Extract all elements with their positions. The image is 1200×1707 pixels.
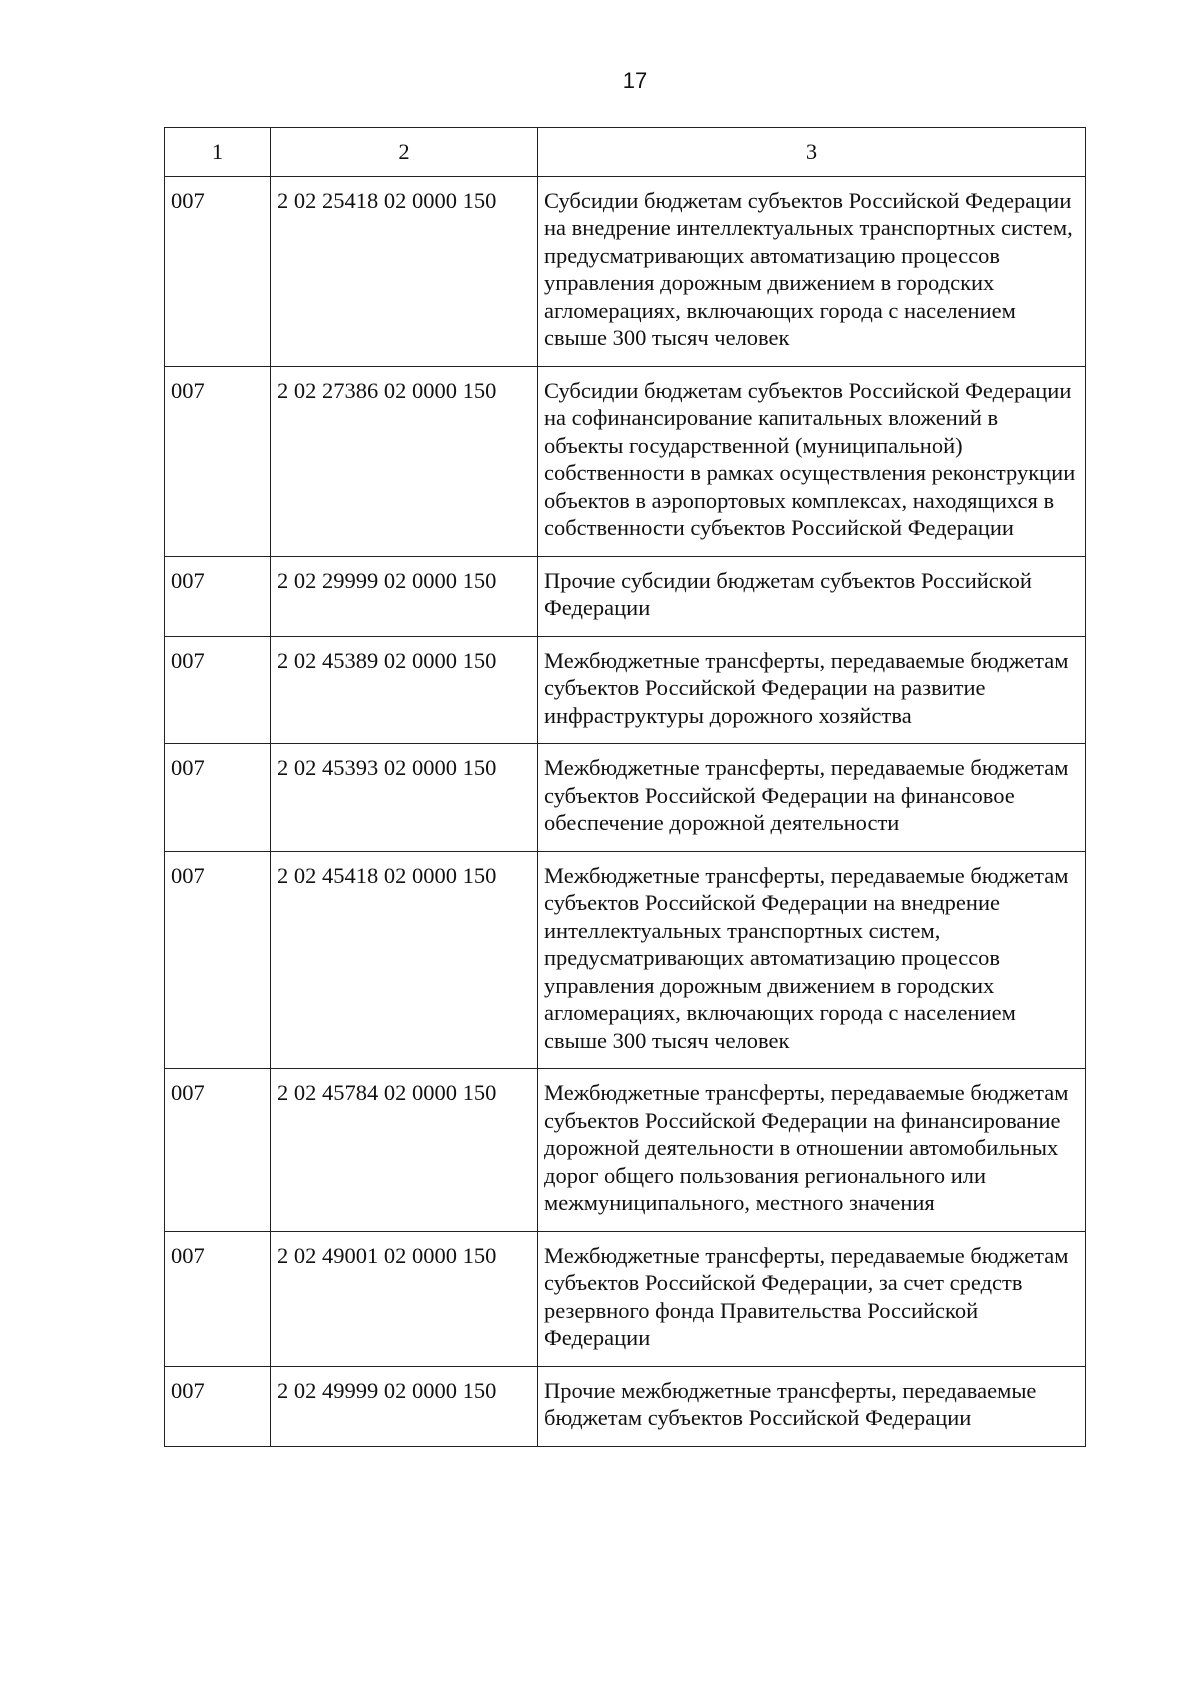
page-number: 17 xyxy=(622,68,648,93)
description-cell: Прочие субсидии бюджетам субъектов Российской Федерации xyxy=(538,556,1086,636)
budget-code-cell: 2 02 45393 02 0000 150 xyxy=(271,744,538,852)
budget-codes-table xyxy=(164,127,1086,1447)
table-row xyxy=(165,1366,1086,1446)
admin-code-cell: 007 xyxy=(165,1069,271,1232)
budget-code-cell: 2 02 45784 02 0000 150 xyxy=(271,1069,538,1232)
admin-code-cell: 007 xyxy=(165,636,271,744)
budget-code-cell: 2 02 45389 02 0000 150 xyxy=(271,636,538,744)
table-row xyxy=(165,851,1086,1069)
budget-code-cell: 2 02 49001 02 0000 150 xyxy=(271,1231,538,1366)
column-header-3: 3 xyxy=(538,128,1086,177)
description-cell: Межбюджетные трансферты, передаваемые бюджетам субъектов Российской Федерации на финансирование дорожной деятельности в отношении автомобильных дорог общего пользования регионального или межмуниципального, местного значения xyxy=(538,1069,1086,1232)
column-header-1: 1 xyxy=(165,128,271,177)
table-row xyxy=(165,1231,1086,1366)
budget-code-cell: 2 02 25418 02 0000 150 xyxy=(271,176,538,366)
table-header-row xyxy=(165,128,1086,177)
table-row xyxy=(165,744,1086,852)
admin-code-cell: 007 xyxy=(165,176,271,366)
description-cell: Межбюджетные трансферты, передаваемые бюджетам субъектов Российской Федерации на финансовое обеспечение дорожной деятельности xyxy=(538,744,1086,852)
admin-code-cell: 007 xyxy=(165,556,271,636)
table-row xyxy=(165,176,1086,366)
admin-code-cell: 007 xyxy=(165,1231,271,1366)
budget-code-cell: 2 02 49999 02 0000 150 xyxy=(271,1366,538,1446)
column-header-2: 2 xyxy=(271,128,538,177)
table-row xyxy=(165,636,1086,744)
table-row xyxy=(165,366,1086,556)
budget-code-cell: 2 02 27386 02 0000 150 xyxy=(271,366,538,556)
budget-code-cell: 2 02 29999 02 0000 150 xyxy=(271,556,538,636)
description-cell: Прочие межбюджетные трансферты, передаваемые бюджетам субъектов Российской Федерации xyxy=(538,1366,1086,1446)
description-cell: Субсидии бюджетам субъектов Российской Федерации на софинансирование капитальных вложений в объекты государственной (муниципальной) собственности в рамках осуществления реконструкции объектов в аэропортовых комплексах, находящихся в собственности субъектов Российской Федерации xyxy=(538,366,1086,556)
description-cell: Субсидии бюджетам субъектов Российской Федерации на внедрение интеллектуальных транспортных систем, предусматривающих автоматизацию процессов управления дорожным движением в городских агломерациях, включающих города с населением свыше 300 тысяч человек xyxy=(538,176,1086,366)
admin-code-cell: 007 xyxy=(165,851,271,1069)
admin-code-cell: 007 xyxy=(165,366,271,556)
admin-code-cell: 007 xyxy=(165,1366,271,1446)
admin-code-cell: 007 xyxy=(165,744,271,852)
description-cell: Межбюджетные трансферты, передаваемые бюджетам субъектов Российской Федерации на развитие инфраструктуры дорожного хозяйства xyxy=(538,636,1086,744)
description-cell: Межбюджетные трансферты, передаваемые бюджетам субъектов Российской Федерации на внедрение интеллектуальных транспортных систем, предусматривающих автоматизацию процессов управления дорожным движением в городских агломерациях, включающих города с населением свыше 300 тысяч человек xyxy=(538,851,1086,1069)
table-row xyxy=(165,556,1086,636)
budget-code-cell: 2 02 45418 02 0000 150 xyxy=(271,851,538,1069)
description-cell: Межбюджетные трансферты, передаваемые бюджетам субъектов Российской Федерации, за счет средств резервного фонда Правительства Российской Федерации xyxy=(538,1231,1086,1366)
table-row xyxy=(165,1069,1086,1232)
